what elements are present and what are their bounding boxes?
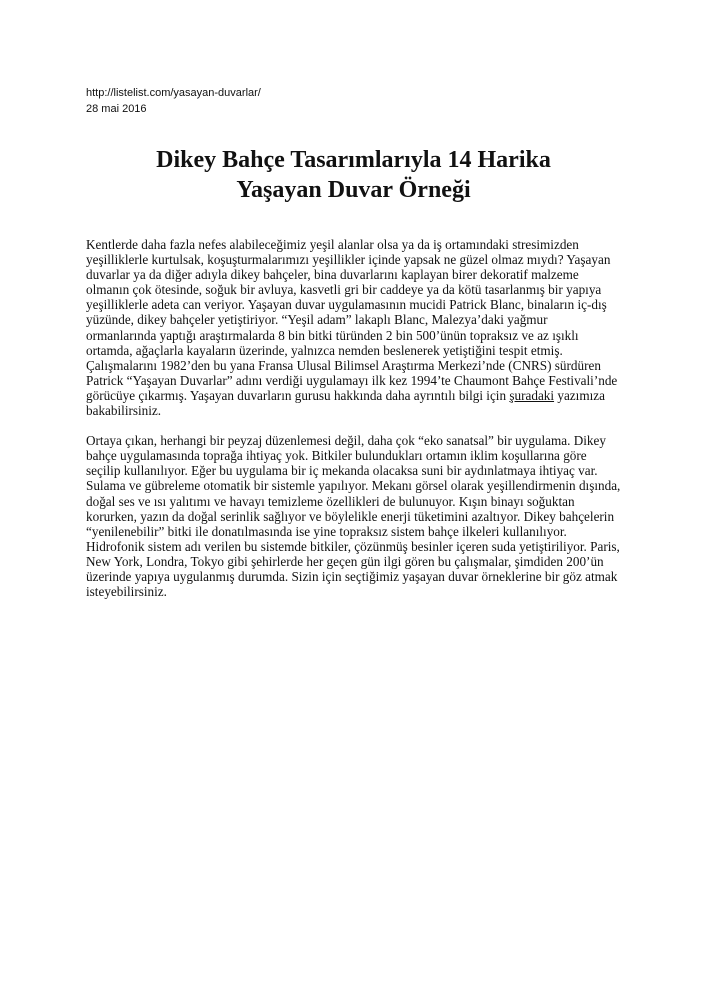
article-link[interactable]: şuradaki — [509, 387, 555, 403]
article-body — [86, 237, 621, 614]
paragraph-1-text: Kentlerde daha fazla nefes alabileceğimiz yeşil alanlar olsa ya da iş ortamındaki stresimizden yeşilliklerle kurtulsak, koşuşturmalarımızı yeşillikler içinde yapsak ne güzel olmaz mıydı? Yaşayan duvarlar ya da diğer adıyla dikey bahçeler, bina duvarlarını kaplayan birer dekoratif malzeme olmanın çok ötesinde, soğuk bir avluya, kasvetli gri bir caddeye ya da kötü tasarlanmış bir yapıya yeşilliklerle adeta can veriyor. Yaşayan duvar uygulamasının mucidi Patrick Blanc, binaların iç-dış yüzünde, dikey bahçeler yetiştiriyor. “Yeşil adam” lakaplı Blanc, Malezya’daki yağmur ormanlarında yaptığı araştırmalarda 8 bin bitki türünden 2 bin 500’ünün topraksız ve az ışıklı ortamda, ağaçlarla kayaların üzerinde, yalnızca nemden beslenerek yetiştiğini tespit etmiş. Çalışmalarını 1982’den bu yana Fransa Ulusal Bilimsel Araştırma Merkezi’nde (CNRS) sürdüren Patrick “Yaşayan Duvarlar” adını verdiği uygulamayı ilk kez 1994’te Chaumont Bahçe Festivali’nde görücüye çıkarmış. Yaşayan duvarların gurusu hakkında daha ayrıntılı bilgi için — [86, 237, 618, 403]
article-title-line-1: Dikey Bahçe Tasarımlarıyla 14 Harika — [156, 147, 551, 173]
paragraph-2: Ortaya çıkan, herhangi bir peyzaj düzenlemesi değil, daha çok “eko sanatsal” bir uygulama. Dikey bahçe uygulamasında toprağa ihtiyaç yok. Bitkiler bulundukları ortamın iklim koşullarına göre seçilip kullanılıyor. Eğer bu uygulama bir iç mekanda olacaksa suni bir aydınlatmaya ihtiyaç var. Sulama ve gübreleme otomatik bir sistemle yapılıyor. Mekanı görsel olarak yeşillendirmenin dışında, doğal ses ve ısı yalıtımı ve havayı temizleme özellikleri de bulunuyor. Kışın binayı soğuktan korurken, yazın da doğal serinlik sağlıyor ve böylelikle enerji tüketimini azaltıyor. Dikey bahçelerin “yenilenebilir” bitki ile donatılmasında ise yine topraksız sistem bahçe ilkeleri kullanılıyor. Hidrofonik sistem adı verilen bu sistemde bitkiler, çözünmüş besinler içeren suda yetiştiriliyor. Paris, New York, Londra, Tokyo gibi şehirlerde her geçen gün ilgi gören bu çalışmalar, şimdiden 200’ün üzerinde yapıya uygulanmış durumda. Sizin için seçtiğimiz yaşayan duvar örneklerine bir göz atmak isteyebilirsiniz. — [86, 433, 621, 600]
publication-date: 28 mai 2016 — [86, 103, 147, 115]
source-url: http://listelist.com/yasayan-duvarlar/ — [86, 87, 261, 99]
article-title-line-2: Yaşayan Duvar Örneği — [236, 177, 471, 203]
paragraph-1 — [86, 237, 621, 418]
document-header — [86, 85, 261, 117]
article-title — [86, 145, 621, 205]
paragraph-1-text-end: yazımıza bakabilirsiniz. — [86, 387, 605, 419]
